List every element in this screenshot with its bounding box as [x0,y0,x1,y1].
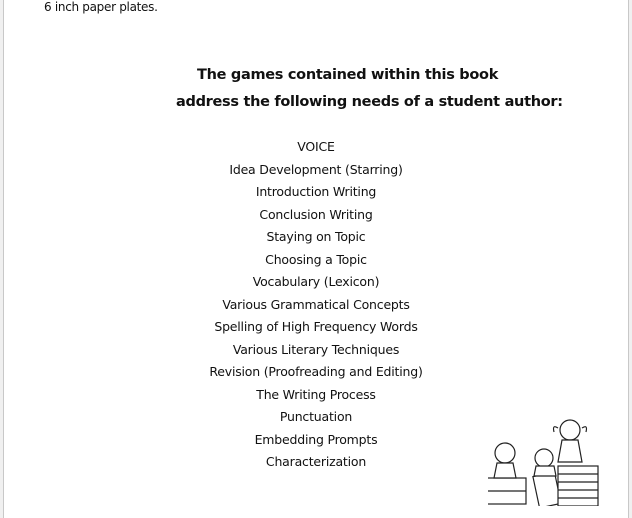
list-item: Embedding Prompts [254,431,378,447]
list-item: Staying on Topic [266,229,366,244]
list-item: Conclusion Writing [259,206,373,222]
list-item: The Writing Process [256,386,376,402]
list-item: Characterization [265,454,367,469]
document-page [3,0,629,518]
list-item: Vocabulary (Lexicon) [252,274,380,289]
list-item: Introduction Writing [255,184,377,199]
list-item: Choosing a Topic [265,251,367,267]
list-item: Various Grammatical Concepts [222,296,410,312]
list-item: Revision (Proofreading and Editing) [209,364,423,379]
list-item: Punctuation [279,409,353,424]
list-item: Spelling of High Frequency Words [214,319,418,334]
kids-on-books-clipart [488,416,618,506]
list-item: VOICE [297,139,335,154]
heading-line-2: address the following needs of a student author: [176,94,563,110]
list-item: Idea Development (Starring) [229,161,403,177]
heading-line-1: The games contained within this book [197,67,499,83]
list-item: Various Literary Techniques [232,341,400,357]
intro-text: 6 inch paper plates. [44,0,158,14]
